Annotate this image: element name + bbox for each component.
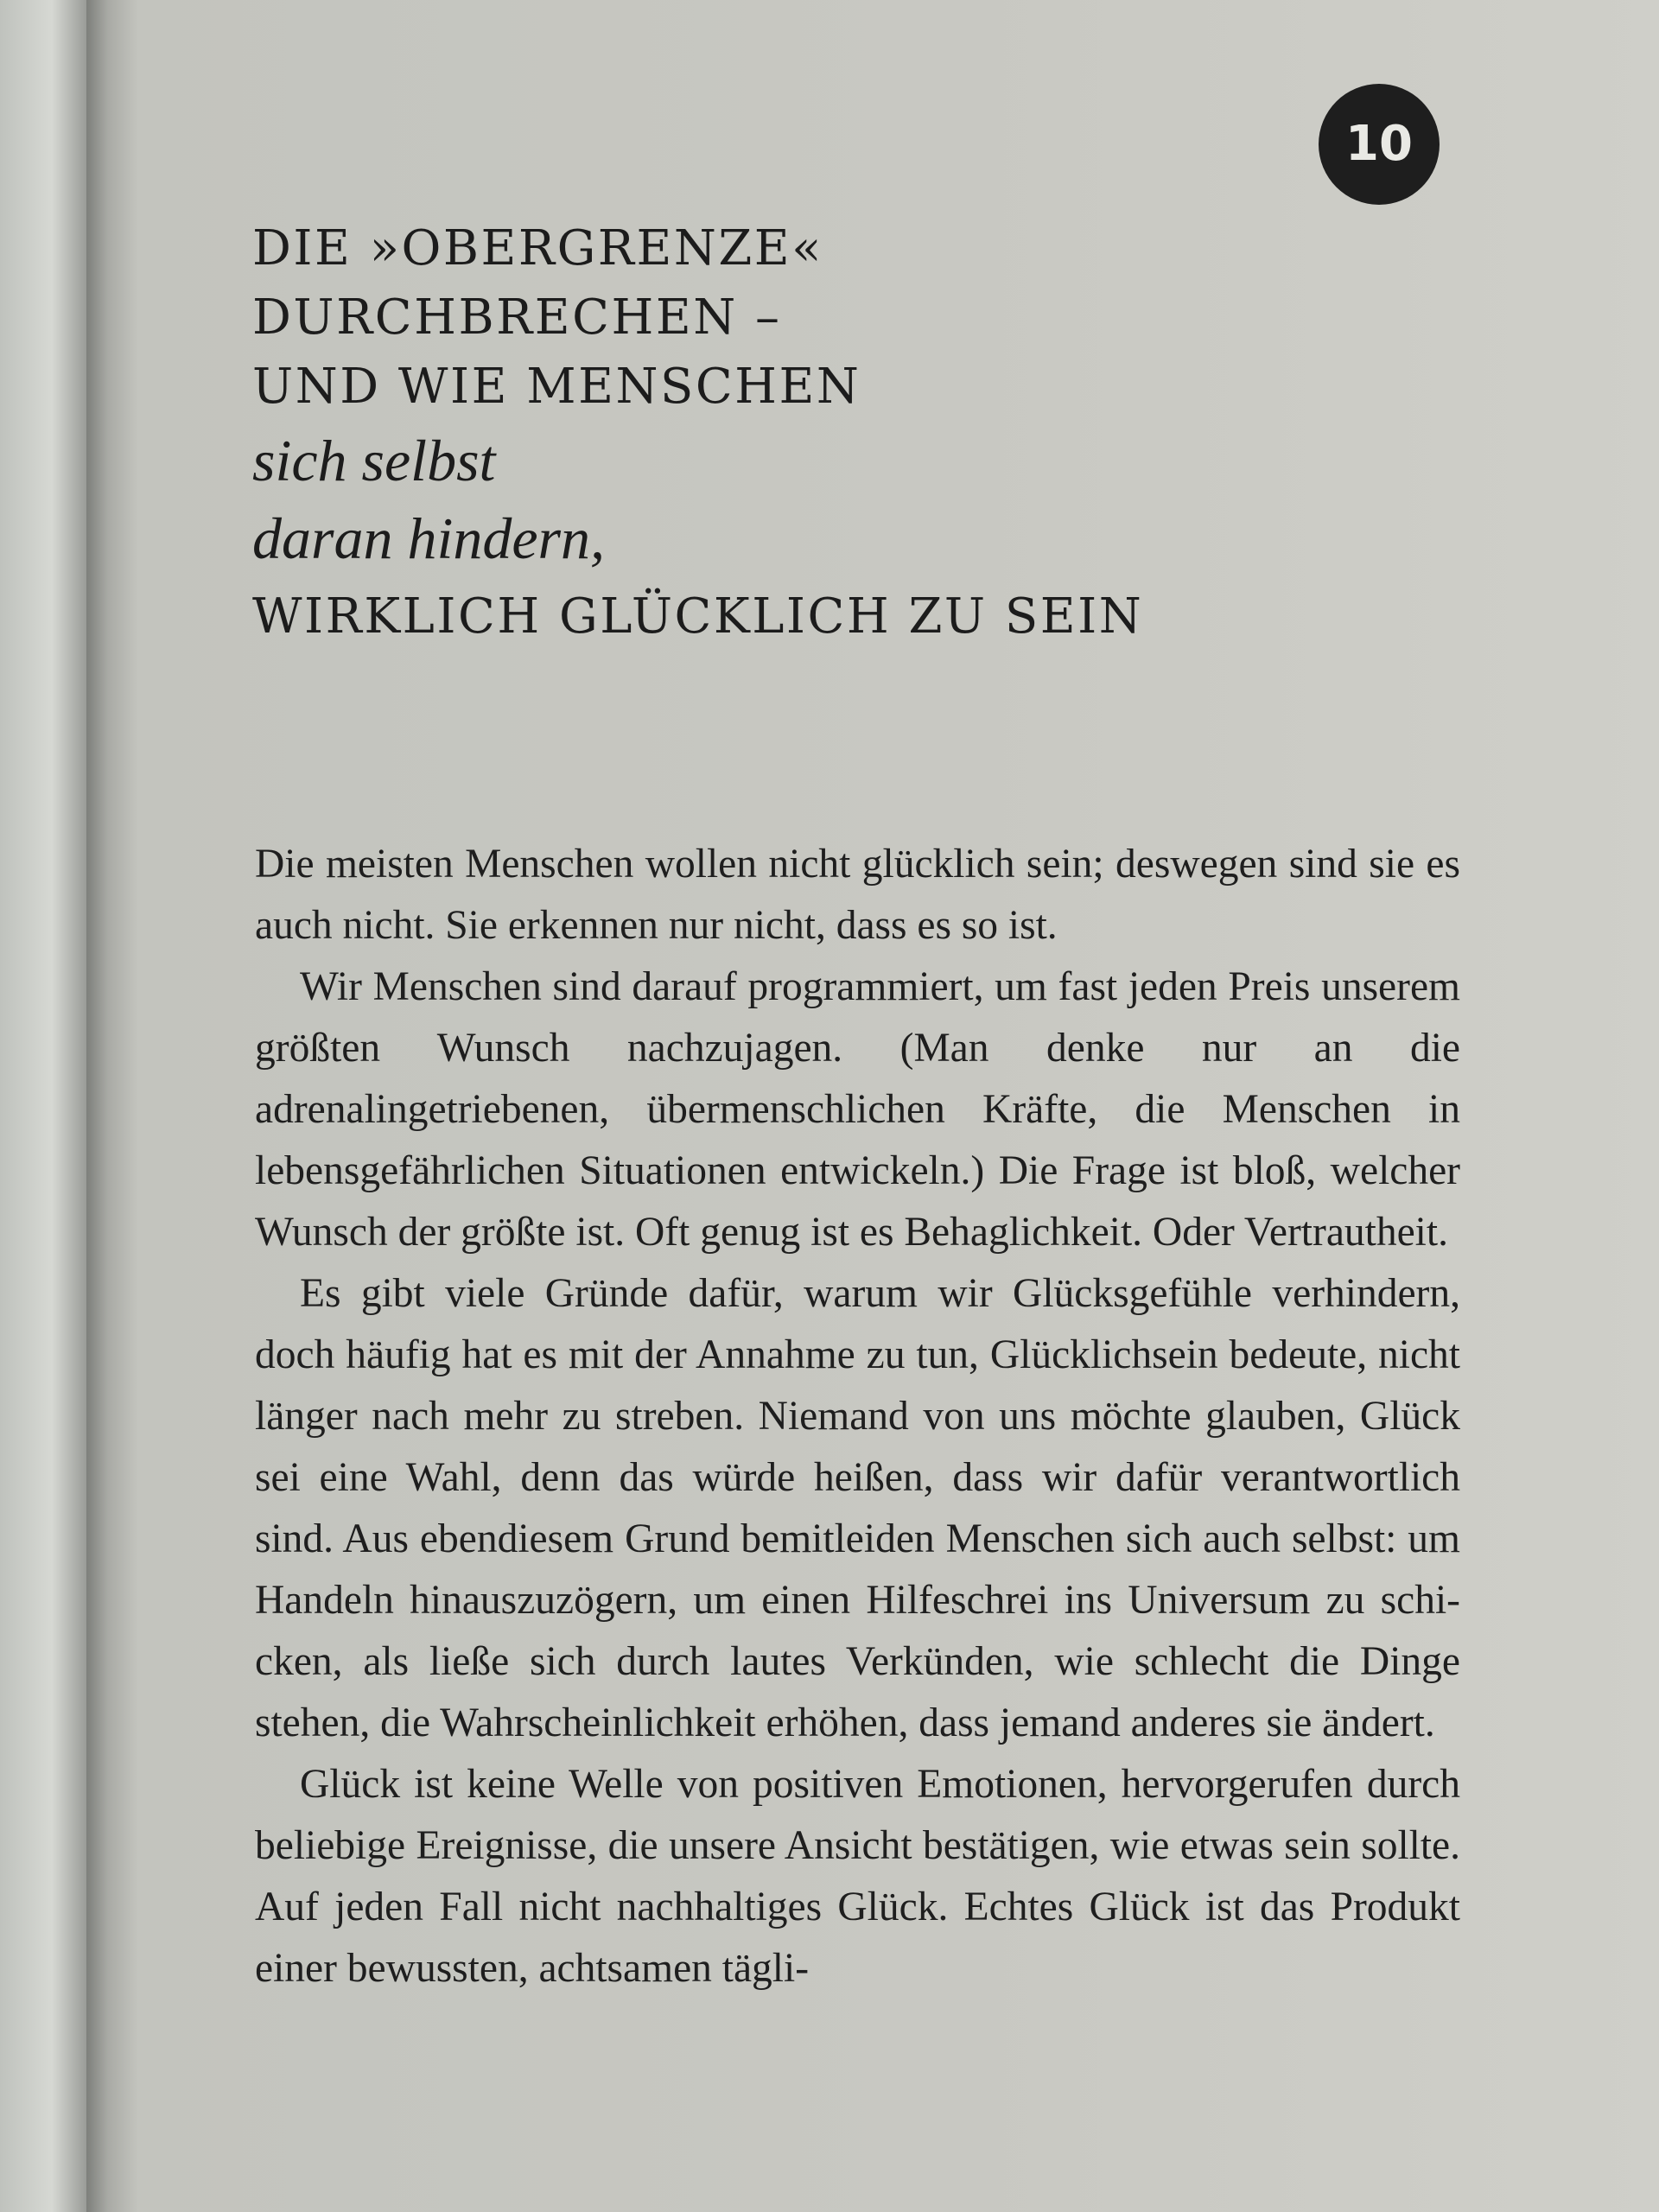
facing-page-edge [0, 0, 86, 2212]
paragraph: Wir Menschen sind darauf programmiert, um fast jeden Preis unserem größten Wunsch nachzujagen. (Man denke nur an die adrenalingetriebenen, übermenschlichen Kräfte, die Menschen in lebensgefährlichen Situationen entwickeln.) Die Frage ist bloß, welcher Wunsch der größte ist. Oft genug ist es Behaglichkeit. Oder Vertrautheit. [255, 964, 1460, 1255]
title-line-3: UND WIE MENSCHEN [252, 359, 861, 415]
paragraph: Glück ist keine Welle von positiven Emotionen, hervorgerufen durch beliebige Ereignisse, die unsere Ansicht bestätigen, wie etwas sein sollte. Auf jeden Fall nicht nachhaltiges Glück. Echtes Glück ist das Produkt einer bewussten, achtsamen tägli- [255, 1762, 1460, 1991]
title-line-6: WIRKLICH GLÜCKLICH ZU SEIN [252, 588, 1144, 645]
paragraph: Die meisten Menschen wollen nicht glücklich sein; deswegen sind sie es auch nicht. Sie erkennen nur nicht, dass es so ist. [255, 842, 1460, 948]
paragraph: Es gibt viele Gründe dafür, warum wir Glücksgefühle verhindern, doch häufig hat es mit der Annahme zu tun, Glücklichsein bedeute, nicht länger nach mehr zu streben. Niemand von uns möchte glauben, Glück sei eine Wahl, denn das würde heißen, dass wir dafür verantwortlich sind. Aus ebendiesem Grund bemitleiden Menschen sich auch selbst: um Handeln hinauszuzögern, um einen Hilfeschrei ins Universum zu schicken, als ließe sich durch lautes Verkünden, wie schlecht die Dinge stehen, die Wahrscheinlichkeit erhöhen, dass jemand anderes sie ändert. [255, 1271, 1460, 1745]
title-line-2: DURCHBRECHEN – [252, 289, 782, 346]
chapter-title [252, 214, 1376, 652]
title-line-1: DIE »OBERGRENZE« [252, 220, 823, 276]
title-line-5-italic: daran hindern, [252, 505, 605, 571]
body-text [255, 834, 1460, 1999]
chapter-number-badge: 10 [1319, 84, 1440, 205]
title-line-4-italic: sich selbst [252, 428, 496, 493]
